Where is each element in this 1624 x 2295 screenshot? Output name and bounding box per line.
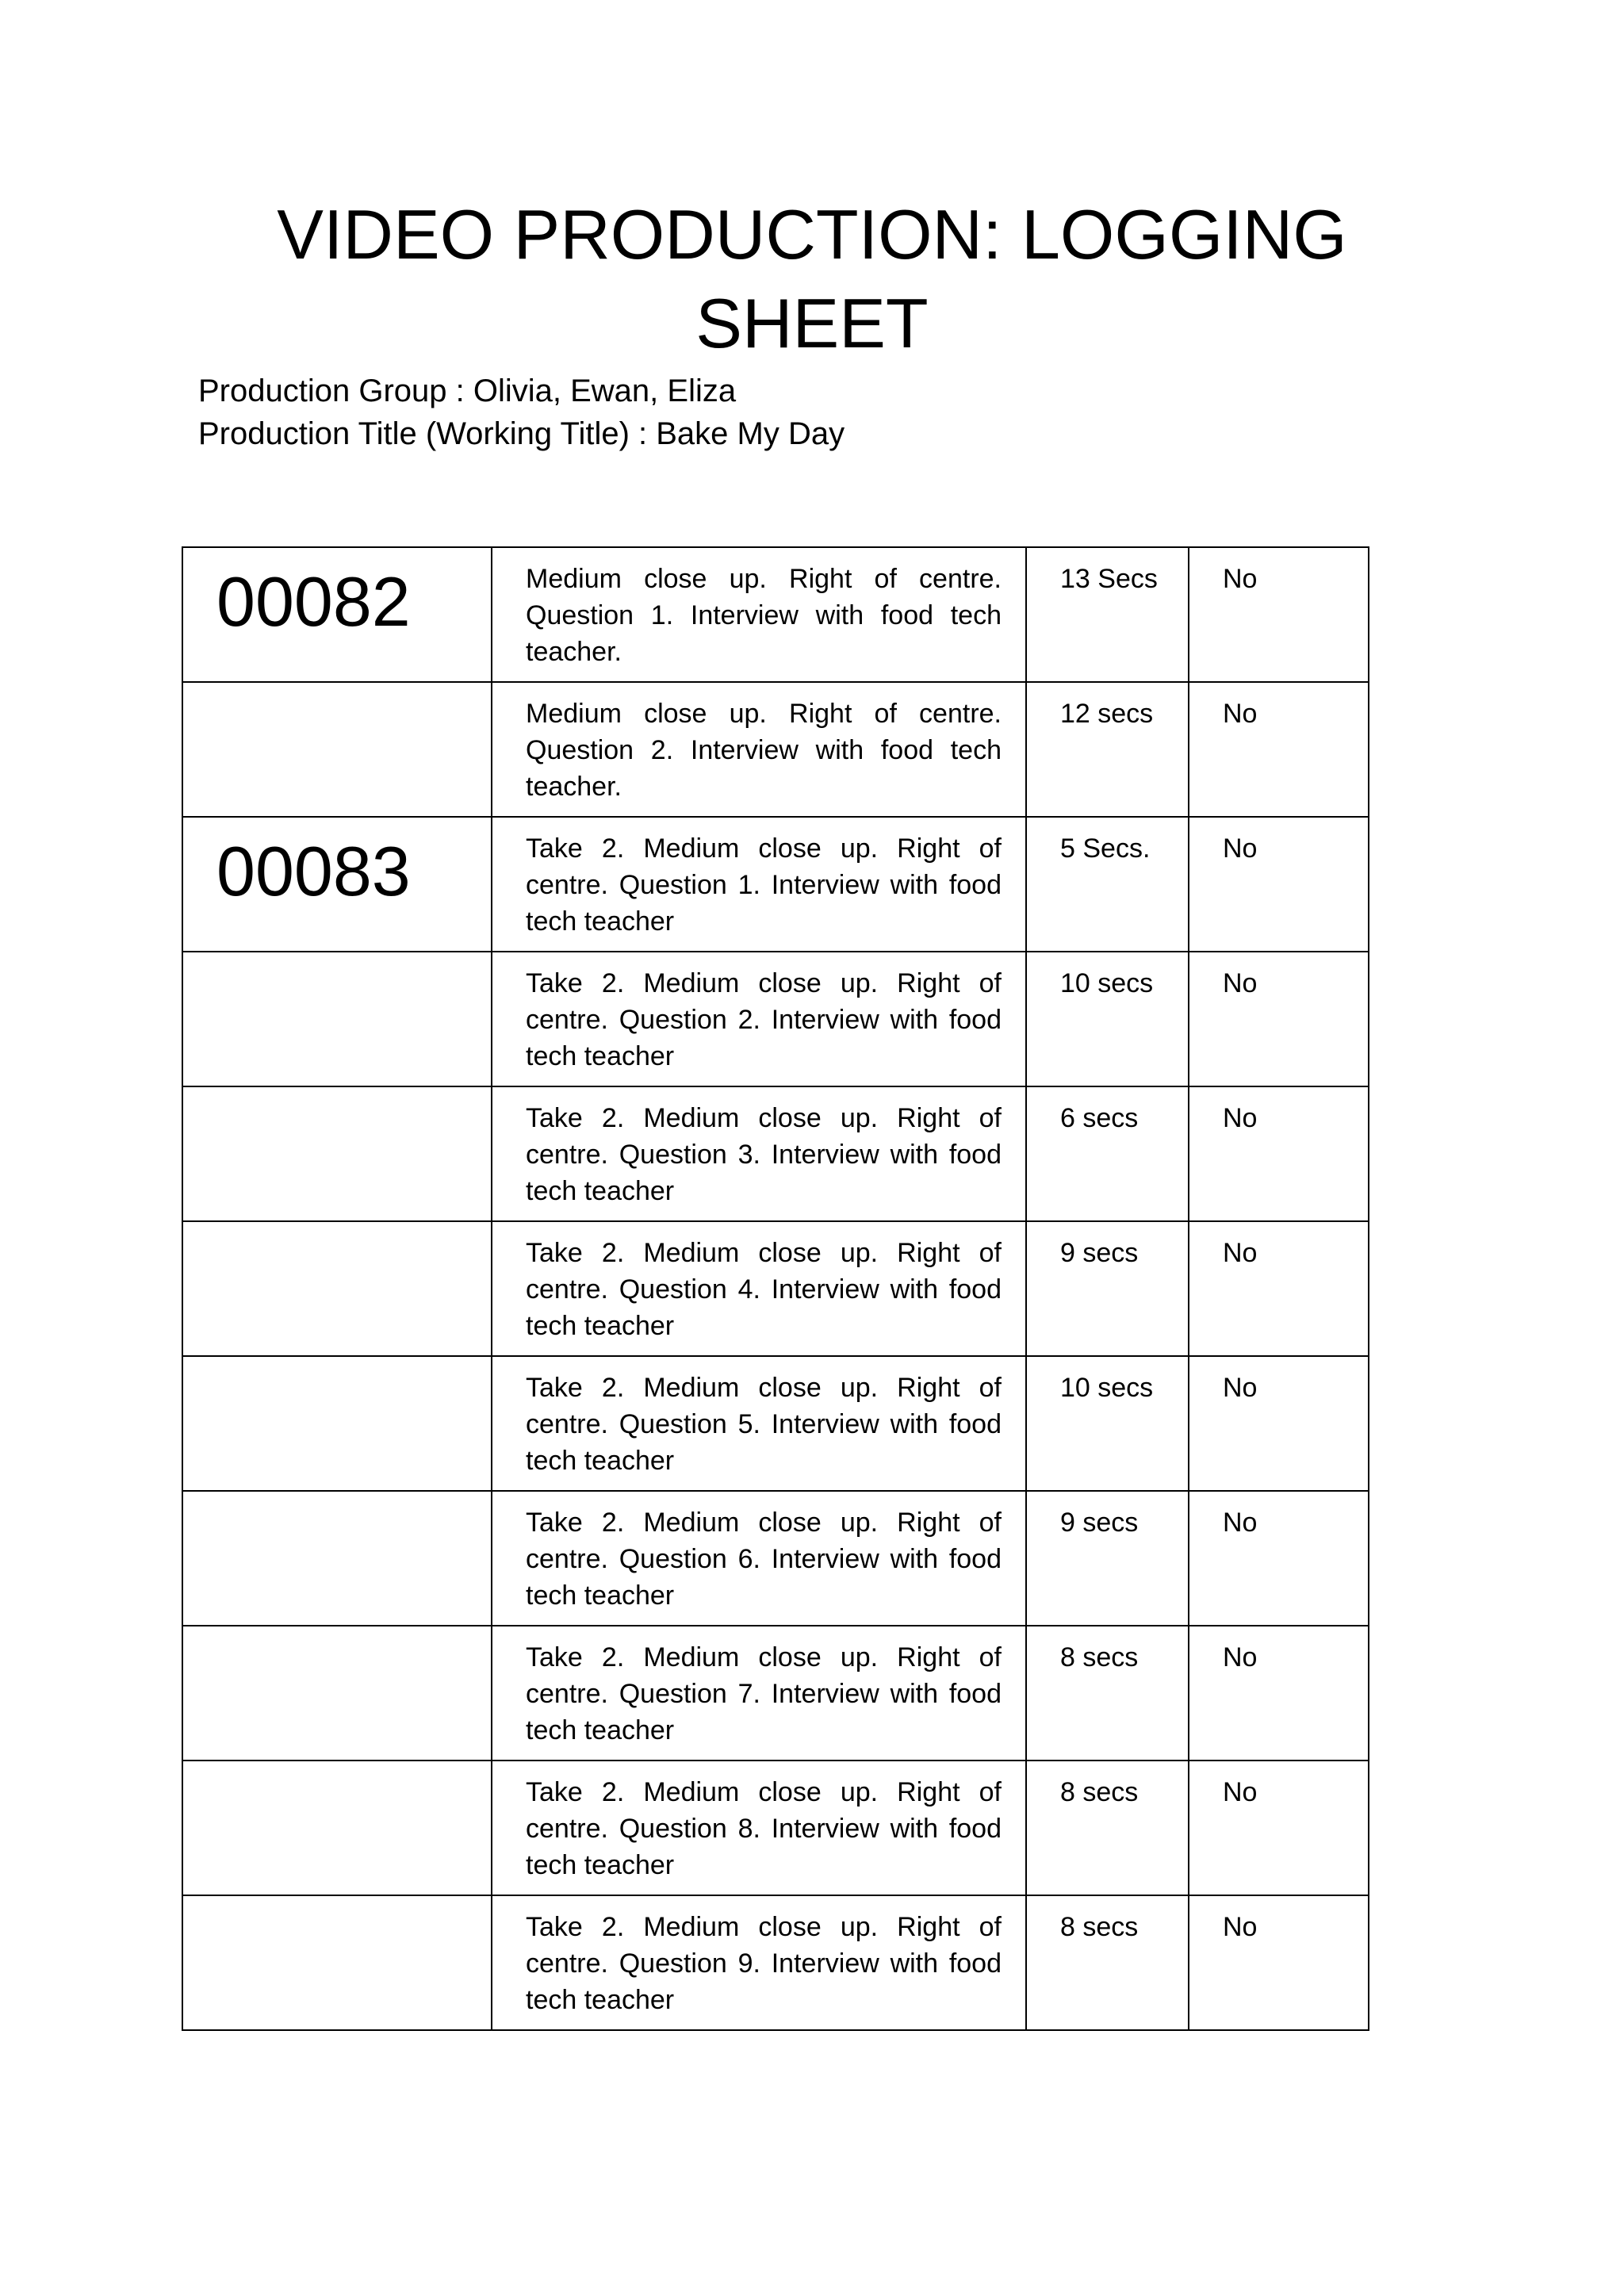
production-info (198, 370, 845, 455)
shot-description-text: Take 2. Medium close up. Right of centre. Question 9. Interview with food tech teacher (526, 1912, 1002, 2015)
clip-number-text (183, 1626, 491, 1641)
shot-description-text: Take 2. Medium close up. Right of centre. Question 8. Interview with food tech teacher (526, 1777, 1002, 1880)
use-text: No (1223, 1103, 1258, 1133)
use-text: No (1223, 1642, 1258, 1672)
clip-number-cell (182, 1895, 492, 2030)
table-row (182, 1221, 1369, 1356)
clip-number-text: 00083 (216, 832, 411, 910)
duration-text: 6 secs (1060, 1103, 1139, 1133)
table-row (182, 1895, 1369, 2030)
clip-number-cell (182, 817, 492, 952)
duration-cell (1026, 1895, 1189, 2030)
shot-description-text: Take 2. Medium close up. Right of centre. Question 6. Interview with food tech teacher (526, 1508, 1002, 1611)
use-cell (1189, 1761, 1369, 1895)
use-text: No (1223, 968, 1258, 998)
shot-description-text: Take 2. Medium close up. Right of centre. Question 1. Interview with food tech teacher (526, 833, 1002, 937)
clip-number-cell (182, 952, 492, 1086)
shot-description-cell (492, 952, 1026, 1086)
table-row (182, 952, 1369, 1086)
shot-description-text: Take 2. Medium close up. Right of centre. Question 3. Interview with food tech teacher (526, 1103, 1002, 1206)
duration-cell (1026, 682, 1189, 817)
production-title: Production Title (Working Title) : Bake My Day (198, 416, 845, 451)
use-text: No (1223, 1777, 1258, 1807)
clip-number-text: 00082 (216, 562, 411, 641)
use-cell (1189, 1626, 1369, 1761)
use-text: No (1223, 1912, 1258, 1942)
shot-description-cell (492, 682, 1026, 817)
duration-cell (1026, 1221, 1189, 1356)
table-row (182, 547, 1369, 682)
shot-description-text: Take 2. Medium close up. Right of centre. Question 4. Interview with food tech teacher (526, 1238, 1002, 1341)
duration-text: 5 Secs. (1060, 833, 1151, 864)
table-row (182, 1356, 1369, 1491)
shot-description-text: Take 2. Medium close up. Right of centre. Question 7. Interview with food tech teacher (526, 1642, 1002, 1745)
use-cell (1189, 1491, 1369, 1626)
use-text: No (1223, 1508, 1258, 1538)
page-title-line-2: SHEET (695, 284, 929, 362)
duration-cell (1026, 1086, 1189, 1221)
table-row (182, 817, 1369, 952)
use-cell (1189, 1086, 1369, 1221)
shot-description-cell (492, 1086, 1026, 1221)
clip-number-text (183, 952, 491, 967)
duration-text: 8 secs (1060, 1777, 1139, 1807)
use-text: No (1223, 699, 1258, 729)
duration-text: 10 secs (1060, 1373, 1154, 1403)
use-text: No (1223, 1238, 1258, 1268)
table-row (182, 682, 1369, 817)
use-cell (1189, 547, 1369, 682)
clip-number-text (183, 1761, 491, 1776)
page-title-line-1: VIDEO PRODUCTION: LOGGING (277, 195, 1347, 274)
duration-cell (1026, 1626, 1189, 1761)
use-text: No (1223, 833, 1258, 864)
duration-cell (1026, 547, 1189, 682)
clip-number-cell (182, 1221, 492, 1356)
table-row (182, 1491, 1369, 1626)
duration-cell (1026, 1491, 1189, 1626)
use-cell (1189, 682, 1369, 817)
use-cell (1189, 1895, 1369, 2030)
clip-number-cell (182, 682, 492, 817)
clip-number-cell (182, 1761, 492, 1895)
shot-description-cell (492, 1491, 1026, 1626)
clip-number-text (183, 1222, 491, 1236)
clip-number-cell (182, 1626, 492, 1761)
shot-description-cell (492, 547, 1026, 682)
clip-number-text (183, 1492, 491, 1506)
duration-text: 9 secs (1060, 1238, 1139, 1268)
logging-table-body (182, 547, 1369, 2030)
shot-description-cell (492, 1221, 1026, 1356)
clip-number-cell (182, 547, 492, 682)
use-text: No (1223, 1373, 1258, 1403)
shot-description-cell (492, 1626, 1026, 1761)
duration-cell (1026, 1356, 1189, 1491)
clip-number-text (183, 1357, 491, 1371)
shot-description-cell (492, 1895, 1026, 2030)
duration-cell (1026, 817, 1189, 952)
table-row (182, 1626, 1369, 1761)
shot-description-cell (492, 1761, 1026, 1895)
duration-cell (1026, 1761, 1189, 1895)
use-text: No (1223, 564, 1258, 594)
duration-cell (1026, 952, 1189, 1086)
clip-number-cell (182, 1356, 492, 1491)
use-cell (1189, 817, 1369, 952)
page-title (0, 190, 1624, 368)
clip-number-cell (182, 1491, 492, 1626)
shot-description-text: Take 2. Medium close up. Right of centre. Question 5. Interview with food tech teacher (526, 1373, 1002, 1476)
duration-text: 13 Secs (1060, 564, 1158, 594)
use-cell (1189, 952, 1369, 1086)
table-row (182, 1761, 1369, 1895)
production-group: Production Group : Olivia, Ewan, Eliza (198, 374, 737, 408)
duration-text: 9 secs (1060, 1508, 1139, 1538)
clip-number-text (183, 1087, 491, 1102)
duration-text: 8 secs (1060, 1912, 1139, 1942)
shot-description-text: Take 2. Medium close up. Right of centre. Question 2. Interview with food tech teacher (526, 968, 1002, 1071)
duration-text: 10 secs (1060, 968, 1154, 998)
shot-description-text: Medium close up. Right of centre. Question 1. Interview with food tech teacher. (526, 564, 1002, 667)
logging-table (182, 546, 1369, 2031)
clip-number-text (183, 1896, 491, 1910)
use-cell (1189, 1221, 1369, 1356)
table-row (182, 1086, 1369, 1221)
shot-description-text: Medium close up. Right of centre. Question 2. Interview with food tech teacher. (526, 699, 1002, 802)
duration-text: 12 secs (1060, 699, 1154, 729)
shot-description-cell (492, 1356, 1026, 1491)
clip-number-cell (182, 1086, 492, 1221)
duration-text: 8 secs (1060, 1642, 1139, 1672)
shot-description-cell (492, 817, 1026, 952)
use-cell (1189, 1356, 1369, 1491)
clip-number-text (183, 683, 491, 697)
